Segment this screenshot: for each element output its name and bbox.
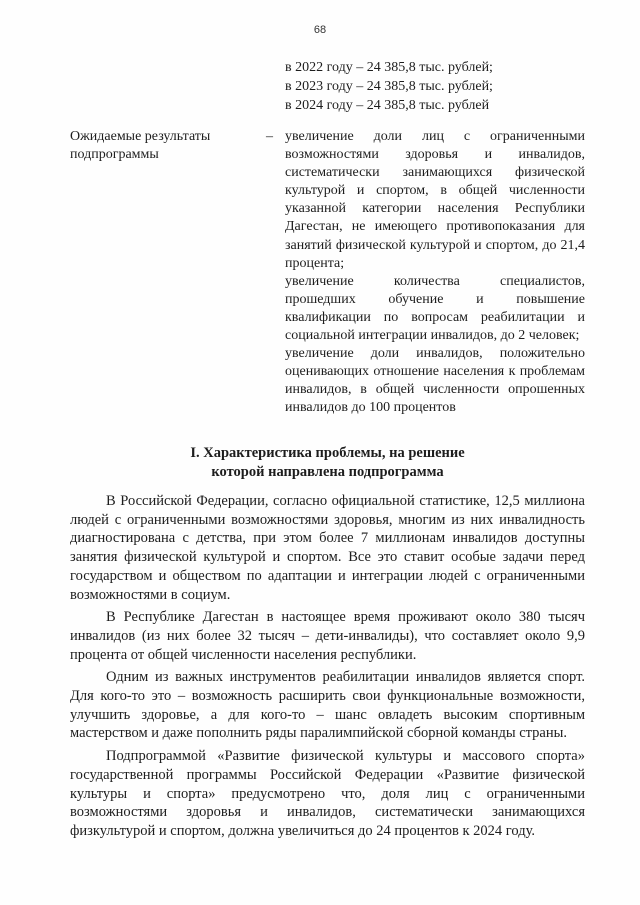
body-paragraph: В Республике Дагестан в настоящее время проживают около 380 тысяч инвалидов (из них более 32 тысяч – дети-инвалиды), что составляет около 9,9 процента от общей численности населения республики.: [70, 609, 585, 663]
funding-lines: [285, 58, 585, 115]
section-heading-line: которой направлена подпрограмма: [211, 464, 444, 480]
section-heading: [70, 444, 585, 482]
result-item: увеличение количества специалистов, прошедших обучение и повышение квалификации по вопросам реабилитации и социальной интеграции инвалидов, до 2 человек;: [285, 273, 585, 344]
funding-line-2022: в 2022 году – 24 385,8 тыс. рублей;: [285, 60, 493, 75]
page-number: 68: [313, 24, 327, 36]
result-item: увеличение доли инвалидов, положительно оценивающих отношение населения к проблемам инвалидов, в общей численности опрошенных инвалидов до 100 процентов: [285, 346, 585, 416]
row-dash: –: [266, 129, 273, 144]
body-paragraph: Одним из важных инструментов реабилитации инвалидов является спорт. Для кого-то это – возможность расширить свои функциональные возможности, улучшить здоровье, а для кого-то – шанс овладеть высоким спортивным мастерством и даже пополнить ряды паралимпийской сборной команды страны.: [70, 669, 585, 742]
body-paragraph: Подпрограммой «Развитие физической культуры и массового спорта» государственной программы Российской Федерации «Развитие физической культуры и спорта» предусмотрено что, доля лиц с ограниченными возможностями здоровья и инвалидов, систематически занимающихся физкультурой и спортом, должна увеличиться до 24 процентов к 2024 году.: [70, 748, 585, 839]
expected-results-value: [285, 128, 585, 418]
expected-results-label: Ожидаемые результаты подпрограммы: [70, 129, 211, 162]
result-item: увеличение доли лиц с ограниченными возможностями здоровья и инвалидов, систематически занимающихся физической культурой и спортом, в общей численности указанной категории населения Республики Дагестан, не имеющего противопоказания для занятий физической культурой и спортом, до 21,4 процента;: [285, 129, 585, 271]
section-body: [70, 492, 585, 845]
section-heading-line: I. Характеристика проблемы, на решение: [190, 445, 465, 461]
body-paragraph: В Российской Федерации, согласно официальной статистике, 12,5 миллиона людей с ограниченными возможностями здоровья, многим из них инвалидность диагностирована с детства, при этом более 7 миллионам инвалидов доступны занятия физической культурой и спортом. Все это ставит особые задачи перед государством и обществом по адаптации и интеграции людей с ограниченными возможностями в социум.: [70, 493, 585, 603]
funding-line-2024: в 2024 году – 24 385,8 тыс. рублей: [285, 98, 490, 113]
funding-line-2023: в 2023 году – 24 385,8 тыс. рублей;: [285, 79, 493, 94]
